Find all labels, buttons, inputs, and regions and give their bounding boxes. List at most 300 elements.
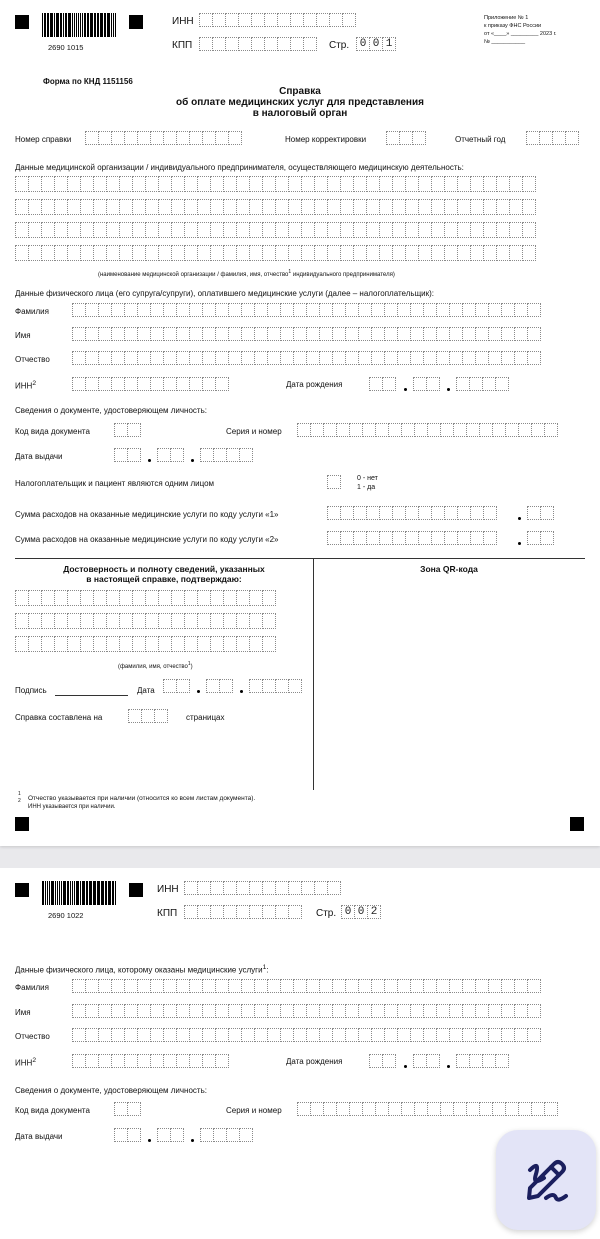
input-cell[interactable] [540,506,554,520]
input-cell[interactable] [488,303,502,317]
input-cell[interactable] [423,1028,437,1042]
input-cell[interactable] [137,1028,151,1042]
kpp-cells[interactable] [184,905,301,919]
input-cell[interactable] [262,613,276,629]
input-cell[interactable] [262,199,276,215]
input-cell[interactable] [423,1004,437,1018]
input-cell[interactable] [397,1028,411,1042]
input-cell[interactable] [410,1028,424,1042]
input-cell[interactable] [501,1004,515,1018]
input-cell[interactable] [98,1054,112,1068]
input-cell[interactable] [456,1054,470,1068]
input-cell[interactable] [327,881,341,895]
doc-code-cells[interactable] [114,1102,140,1116]
input-cell[interactable] [267,327,281,341]
input-cell[interactable] [98,327,112,341]
input-cell[interactable] [482,1054,496,1068]
input-cell[interactable] [98,1028,112,1042]
input-cell[interactable] [189,1004,203,1018]
input-cell[interactable] [544,1102,558,1116]
input-cell[interactable] [106,176,120,192]
input-cell[interactable] [215,131,229,145]
input-cell[interactable] [158,176,172,192]
input-cell[interactable] [392,506,406,520]
input-cell[interactable] [366,222,380,238]
input-cell[interactable] [371,327,385,341]
input-cell[interactable] [470,531,484,545]
input-cell[interactable] [106,245,120,261]
input-cell[interactable] [67,176,81,192]
input-cell[interactable] [189,327,203,341]
input-cell[interactable] [132,222,146,238]
input-cell[interactable] [202,1004,216,1018]
input-cell[interactable] [80,613,94,629]
sign-date-month[interactable] [206,679,232,693]
input-cell[interactable] [479,1102,493,1116]
input-cell[interactable] [449,303,463,317]
input-cell[interactable] [215,303,229,317]
input-cell[interactable] [462,1004,476,1018]
input-cell[interactable] [197,590,211,606]
input-cell[interactable] [67,199,81,215]
input-cell[interactable] [251,37,265,51]
series-number-cells[interactable] [297,1102,557,1116]
input-cell[interactable] [200,448,214,462]
input-cell[interactable] [124,1028,138,1042]
input-cell[interactable] [392,531,406,545]
input-cell[interactable] [505,1102,519,1116]
input-cell[interactable] [54,590,68,606]
input-cell[interactable] [54,176,68,192]
input-cell[interactable] [85,1004,99,1018]
input-cell[interactable] [518,1102,532,1116]
input-cell[interactable] [436,351,450,365]
input-cell[interactable] [501,327,515,341]
input-cell[interactable] [444,222,458,238]
input-cell[interactable] [327,506,341,520]
input-cell[interactable] [145,613,159,629]
sum2-rubles-cells[interactable] [327,531,496,545]
input-cell[interactable] [93,199,107,215]
input-cell[interactable] [327,245,341,261]
input-cell[interactable] [202,327,216,341]
sum1-rubles-cells[interactable] [327,506,496,520]
input-cell[interactable] [397,327,411,341]
input-cell[interactable] [98,1004,112,1018]
input-cell[interactable] [319,327,333,341]
input-cell[interactable] [496,222,510,238]
input-cell[interactable] [267,1004,281,1018]
input-cell[interactable] [262,176,276,192]
input-cell[interactable] [163,1028,177,1042]
input-cell[interactable] [345,303,359,317]
input-cell[interactable] [340,506,354,520]
input-cell[interactable] [150,1028,164,1042]
input-cell[interactable] [106,199,120,215]
input-cell[interactable] [137,131,151,145]
input-cell[interactable] [197,176,211,192]
input-cell[interactable] [469,377,483,391]
input-cell[interactable] [215,327,229,341]
input-cell[interactable] [28,613,42,629]
input-cell[interactable] [340,199,354,215]
input-cell[interactable] [444,176,458,192]
input-cell[interactable] [514,327,528,341]
input-cell[interactable] [213,1128,227,1142]
input-cell[interactable] [290,37,304,51]
input-cell[interactable] [15,590,29,606]
input-cell[interactable] [436,1004,450,1018]
input-cell[interactable] [466,423,480,437]
input-cell[interactable] [410,1004,424,1018]
inn2-cells[interactable] [72,1054,228,1068]
input-cell[interactable] [449,327,463,341]
input-cell[interactable] [457,176,471,192]
input-cell[interactable] [375,1102,389,1116]
input-cell[interactable] [158,636,172,652]
input-cell[interactable] [457,222,471,238]
input-cell[interactable] [184,590,198,606]
input-cell[interactable] [527,531,541,545]
input-cell[interactable] [171,199,185,215]
input-cell[interactable] [15,636,29,652]
input-cell[interactable] [342,13,356,27]
input-cell[interactable] [405,245,419,261]
input-cell[interactable] [202,1028,216,1042]
input-cell[interactable] [137,377,151,391]
input-cell[interactable] [176,303,190,317]
input-cell[interactable] [431,245,445,261]
input-cell[interactable] [501,303,515,317]
input-cell[interactable] [145,199,159,215]
input-cell[interactable] [85,1054,99,1068]
input-cell[interactable] [280,1004,294,1018]
input-cell[interactable] [93,245,107,261]
input-cell[interactable] [111,979,125,993]
input-cell[interactable] [392,245,406,261]
input-cell[interactable] [210,176,224,192]
input-cell[interactable] [522,176,536,192]
input-cell[interactable] [293,303,307,317]
input-cell[interactable] [80,176,94,192]
input-cell[interactable] [184,245,198,261]
input-cell[interactable] [340,176,354,192]
input-cell[interactable] [457,531,471,545]
input-cell[interactable] [137,351,151,365]
input-cell[interactable] [423,351,437,365]
input-cell[interactable] [184,176,198,192]
input-cell[interactable] [379,176,393,192]
input-cell[interactable] [225,13,239,27]
input-cell[interactable] [353,506,367,520]
input-cell[interactable] [306,327,320,341]
input-cell[interactable] [254,1028,268,1042]
input-cell[interactable] [228,131,242,145]
correction-cells[interactable] [386,131,425,145]
input-cell[interactable] [223,636,237,652]
input-cell[interactable] [293,351,307,365]
input-cell[interactable] [290,13,304,27]
input-cell[interactable] [423,327,437,341]
input-cell[interactable] [418,176,432,192]
input-cell[interactable] [236,905,250,919]
input-cell[interactable] [54,222,68,238]
input-cell[interactable] [249,636,263,652]
input-cell[interactable] [210,636,224,652]
input-cell[interactable] [314,199,328,215]
input-cell[interactable] [114,1102,128,1116]
input-cell[interactable] [85,351,99,365]
input-cell[interactable] [449,351,463,365]
input-cell[interactable] [371,351,385,365]
input-cell[interactable] [239,1128,253,1142]
input-cell[interactable] [150,131,164,145]
input-cell[interactable] [327,475,341,489]
input-cell[interactable] [145,590,159,606]
input-cell[interactable] [210,590,224,606]
input-cell[interactable] [176,979,190,993]
input-cell[interactable] [202,131,216,145]
input-cell[interactable] [145,176,159,192]
input-cell[interactable] [98,979,112,993]
input-cell[interactable] [85,303,99,317]
series-number-cells[interactable] [297,423,557,437]
input-cell[interactable] [410,351,424,365]
input-cell[interactable] [462,303,476,317]
input-cell[interactable] [239,448,253,462]
input-cell[interactable] [223,222,237,238]
input-cell[interactable] [410,327,424,341]
input-cell[interactable] [197,613,211,629]
inn-cells[interactable] [199,13,355,27]
input-cell[interactable] [495,1054,509,1068]
input-cell[interactable] [366,531,380,545]
input-cell[interactable] [345,1004,359,1018]
sign-date-day[interactable] [163,679,189,693]
input-cell[interactable] [323,1102,337,1116]
input-cell[interactable] [418,222,432,238]
input-cell[interactable] [150,327,164,341]
input-cell[interactable] [85,979,99,993]
input-cell[interactable] [327,222,341,238]
input-cell[interactable] [375,423,389,437]
input-cell[interactable] [483,531,497,545]
input-cell[interactable] [67,613,81,629]
input-cell[interactable] [28,199,42,215]
input-cell[interactable] [236,176,250,192]
input-cell[interactable] [332,1028,346,1042]
input-cell[interactable] [369,1054,383,1068]
input-cell[interactable] [449,1028,463,1042]
input-cell[interactable] [228,1028,242,1042]
input-cell[interactable] [379,199,393,215]
input-cell[interactable] [236,245,250,261]
input-cell[interactable] [262,590,276,606]
input-cell[interactable] [399,131,413,145]
input-cell[interactable] [67,590,81,606]
input-cell[interactable] [176,351,190,365]
input-cell[interactable] [431,199,445,215]
input-cell[interactable] [470,245,484,261]
input-cell[interactable] [158,245,172,261]
input-cell[interactable] [124,327,138,341]
input-cell[interactable] [349,423,363,437]
input-cell[interactable] [514,1028,528,1042]
input-cell[interactable] [210,905,224,919]
input-cell[interactable] [405,199,419,215]
input-cell[interactable] [114,1128,128,1142]
input-cell[interactable] [522,199,536,215]
signature-line[interactable] [55,695,128,696]
input-cell[interactable] [310,423,324,437]
input-cell[interactable] [332,303,346,317]
input-cell[interactable] [332,351,346,365]
input-cell[interactable] [280,1028,294,1042]
input-cell[interactable] [202,377,216,391]
input-cell[interactable] [353,199,367,215]
sign-document-button[interactable] [496,1130,596,1230]
input-cell[interactable] [236,199,250,215]
input-cell[interactable] [132,176,146,192]
input-cell[interactable] [514,303,528,317]
input-cell[interactable] [15,222,29,238]
input-cell[interactable] [254,351,268,365]
med-org-cells[interactable] [15,176,535,192]
input-cell[interactable] [306,979,320,993]
input-cell[interactable] [527,1028,541,1042]
input-cell[interactable] [509,199,523,215]
input-cell[interactable] [137,327,151,341]
input-cell[interactable] [158,590,172,606]
input-cell[interactable] [431,222,445,238]
input-cell[interactable] [197,881,211,895]
input-cell[interactable] [124,1004,138,1018]
same-person-cell[interactable] [327,475,340,489]
med-org-cells[interactable] [15,199,535,215]
input-cell[interactable] [488,327,502,341]
input-cell[interactable] [225,37,239,51]
med-org-cells[interactable] [15,222,535,238]
input-cell[interactable] [171,590,185,606]
input-cell[interactable] [67,245,81,261]
input-cell[interactable] [223,590,237,606]
input-cell[interactable] [436,303,450,317]
input-cell[interactable] [314,881,328,895]
input-cell[interactable] [150,303,164,317]
input-cell[interactable] [163,1004,177,1018]
input-cell[interactable] [132,245,146,261]
input-cell[interactable] [223,881,237,895]
input-cell[interactable] [119,199,133,215]
input-cell[interactable] [249,613,263,629]
input-cell[interactable] [277,37,291,51]
input-cell[interactable] [275,245,289,261]
input-cell[interactable] [262,245,276,261]
input-cell[interactable] [336,1102,350,1116]
input-cell[interactable] [483,199,497,215]
input-cell[interactable] [171,222,185,238]
input-cell[interactable] [384,327,398,341]
input-cell[interactable] [132,590,146,606]
input-cell[interactable] [288,176,302,192]
sum2-kopecks-cells[interactable] [527,531,553,545]
input-cell[interactable] [189,979,203,993]
input-cell[interactable] [565,131,579,145]
doc-code-cells[interactable] [114,423,140,437]
input-cell[interactable] [119,613,133,629]
input-cell[interactable] [158,199,172,215]
input-cell[interactable] [527,327,541,341]
input-cell[interactable] [479,423,493,437]
input-cell[interactable] [436,327,450,341]
input-cell[interactable] [150,979,164,993]
input-cell[interactable] [93,636,107,652]
kpp-cells[interactable] [199,37,316,51]
input-cell[interactable] [444,245,458,261]
input-cell[interactable] [418,531,432,545]
input-cell[interactable] [358,327,372,341]
input-cell[interactable] [197,245,211,261]
input-cell[interactable] [401,423,415,437]
input-cell[interactable] [111,303,125,317]
input-cell[interactable] [150,1054,164,1068]
input-cell[interactable] [405,176,419,192]
input-cell[interactable] [310,1102,324,1116]
input-cell[interactable] [509,222,523,238]
input-cell[interactable] [319,1028,333,1042]
input-cell[interactable] [93,176,107,192]
input-cell[interactable] [496,245,510,261]
input-cell[interactable] [111,1004,125,1018]
input-cell[interactable] [303,37,317,51]
input-cell[interactable] [54,613,68,629]
input-cell[interactable] [539,131,553,145]
input-cell[interactable] [392,222,406,238]
input-cell[interactable] [119,590,133,606]
input-cell[interactable] [531,1102,545,1116]
input-cell[interactable] [176,131,190,145]
input-cell[interactable] [264,37,278,51]
input-cell[interactable] [213,448,227,462]
input-cell[interactable] [314,222,328,238]
year-cells[interactable] [526,131,578,145]
input-cell[interactable] [111,351,125,365]
input-cell[interactable] [267,1028,281,1042]
input-cell[interactable] [275,222,289,238]
input-cell[interactable] [236,222,250,238]
input-cell[interactable] [475,351,489,365]
input-cell[interactable] [293,1004,307,1018]
input-cell[interactable] [28,590,42,606]
input-cell[interactable] [469,1054,483,1068]
input-cell[interactable] [119,245,133,261]
input-cell[interactable] [157,448,171,462]
input-cell[interactable] [462,979,476,993]
input-cell[interactable] [280,351,294,365]
input-cell[interactable] [72,979,86,993]
input-cell[interactable] [124,377,138,391]
input-cell[interactable] [410,979,424,993]
input-cell[interactable] [475,303,489,317]
input-cell[interactable] [111,327,125,341]
input-cell[interactable] [492,423,506,437]
input-cell[interactable] [262,679,276,693]
input-cell[interactable] [518,423,532,437]
input-cell[interactable] [241,1028,255,1042]
input-cell[interactable] [210,245,224,261]
input-cell[interactable] [215,1054,229,1068]
input-cell[interactable] [41,636,55,652]
